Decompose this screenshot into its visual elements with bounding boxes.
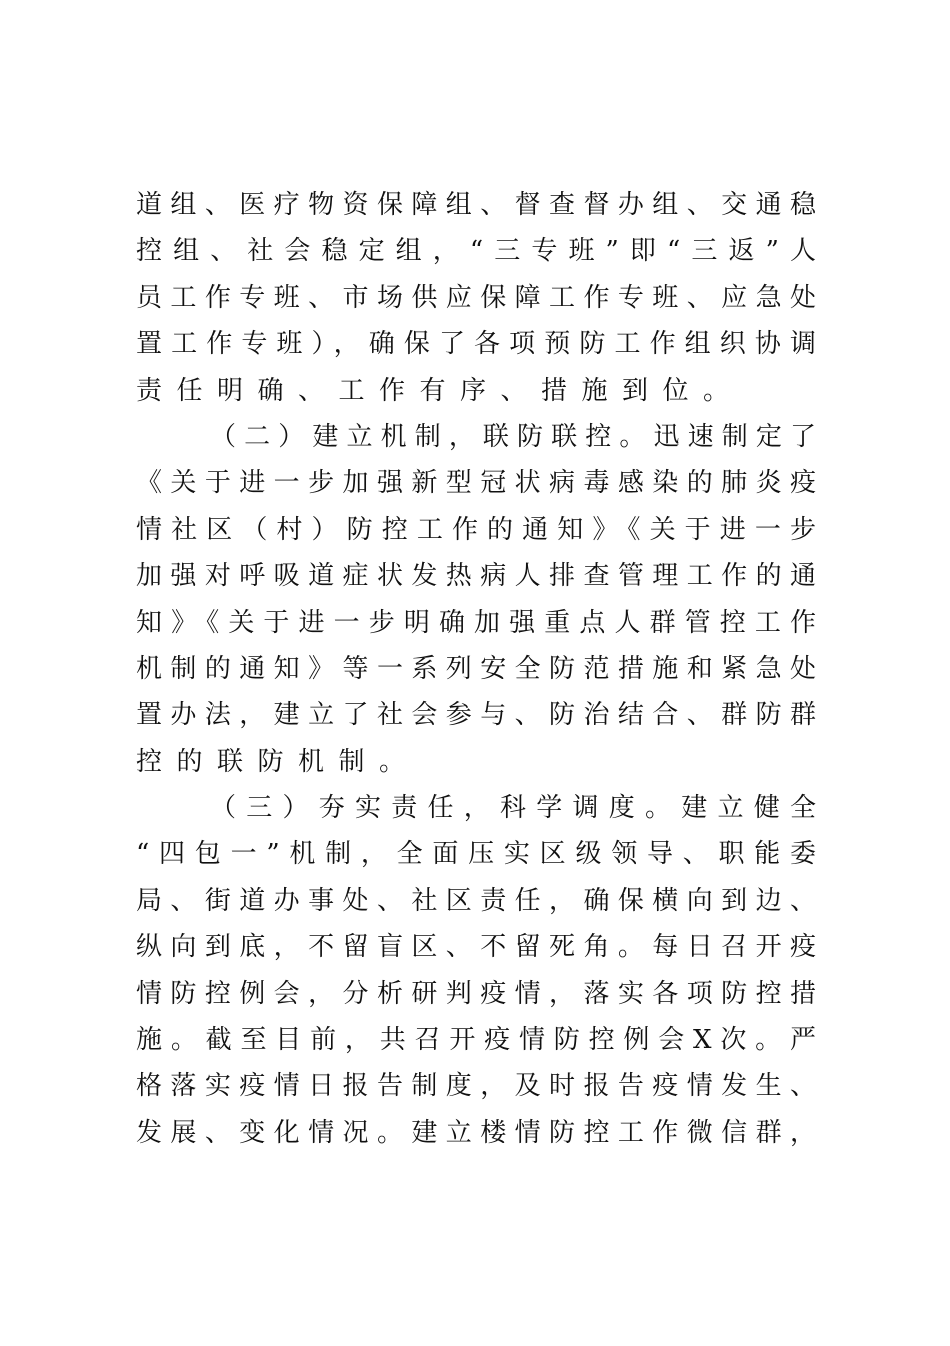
text-line: 员工作专班、市场供应保障工作专班、应急处 <box>136 282 816 313</box>
text-line: 发展、变化情况。建立楼情防控工作微信群， <box>136 1117 816 1148</box>
text-line: 局、街道办事处、社区责任，确保横向到边、 <box>136 885 816 916</box>
text-line: “四包一”机制，全面压实区级领导、职能委 <box>136 839 816 870</box>
text-line: 机制的通知》等一系列安全防范措施和紧急处 <box>136 653 816 684</box>
text-line: 控的联防机制。 <box>136 746 420 777</box>
text-line: 责任明确、工作有序、措施到位。 <box>136 375 744 406</box>
text-line: 格落实疫情日报告制度，及时报告疫情发生、 <box>136 1071 816 1102</box>
text-line: 情社区（村）防控工作的通知》《关于进一步 <box>136 514 816 545</box>
text-line: 控组、社会稳定组，“三专班”即“三返”人 <box>136 236 816 267</box>
text-line: 置办法，建立了社会参与、防治结合、群防群 <box>136 700 816 731</box>
text-line: 情防控例会，分析研判疫情，落实各项防控措 <box>136 978 816 1009</box>
section-heading-line: （二）建立机制，联防联控。迅速制定了 <box>210 421 816 452</box>
text-line: 施。截至目前，共召开疫情防控例会X次。严 <box>136 1025 816 1056</box>
body-text <box>136 182 816 1156</box>
text-line: 《关于进一步加强新型冠状病毒感染的肺炎疫 <box>136 468 816 499</box>
section-heading-line: （三）夯实责任，科学调度。建立健全 <box>210 793 816 824</box>
text-line: 置工作专班），确保了各项预防工作组织协调 <box>136 329 816 360</box>
text-line: 道组、医疗物资保障组、督查督办组、交通稳 <box>136 190 816 220</box>
text-line: 纵向到底，不留盲区、不留死角。每日召开疫 <box>136 932 816 963</box>
text-line: 知》《关于进一步明确加强重点人群管控工作 <box>136 607 816 638</box>
text-line: 加强对呼吸道症状发热病人排查管理工作的通 <box>136 561 816 592</box>
